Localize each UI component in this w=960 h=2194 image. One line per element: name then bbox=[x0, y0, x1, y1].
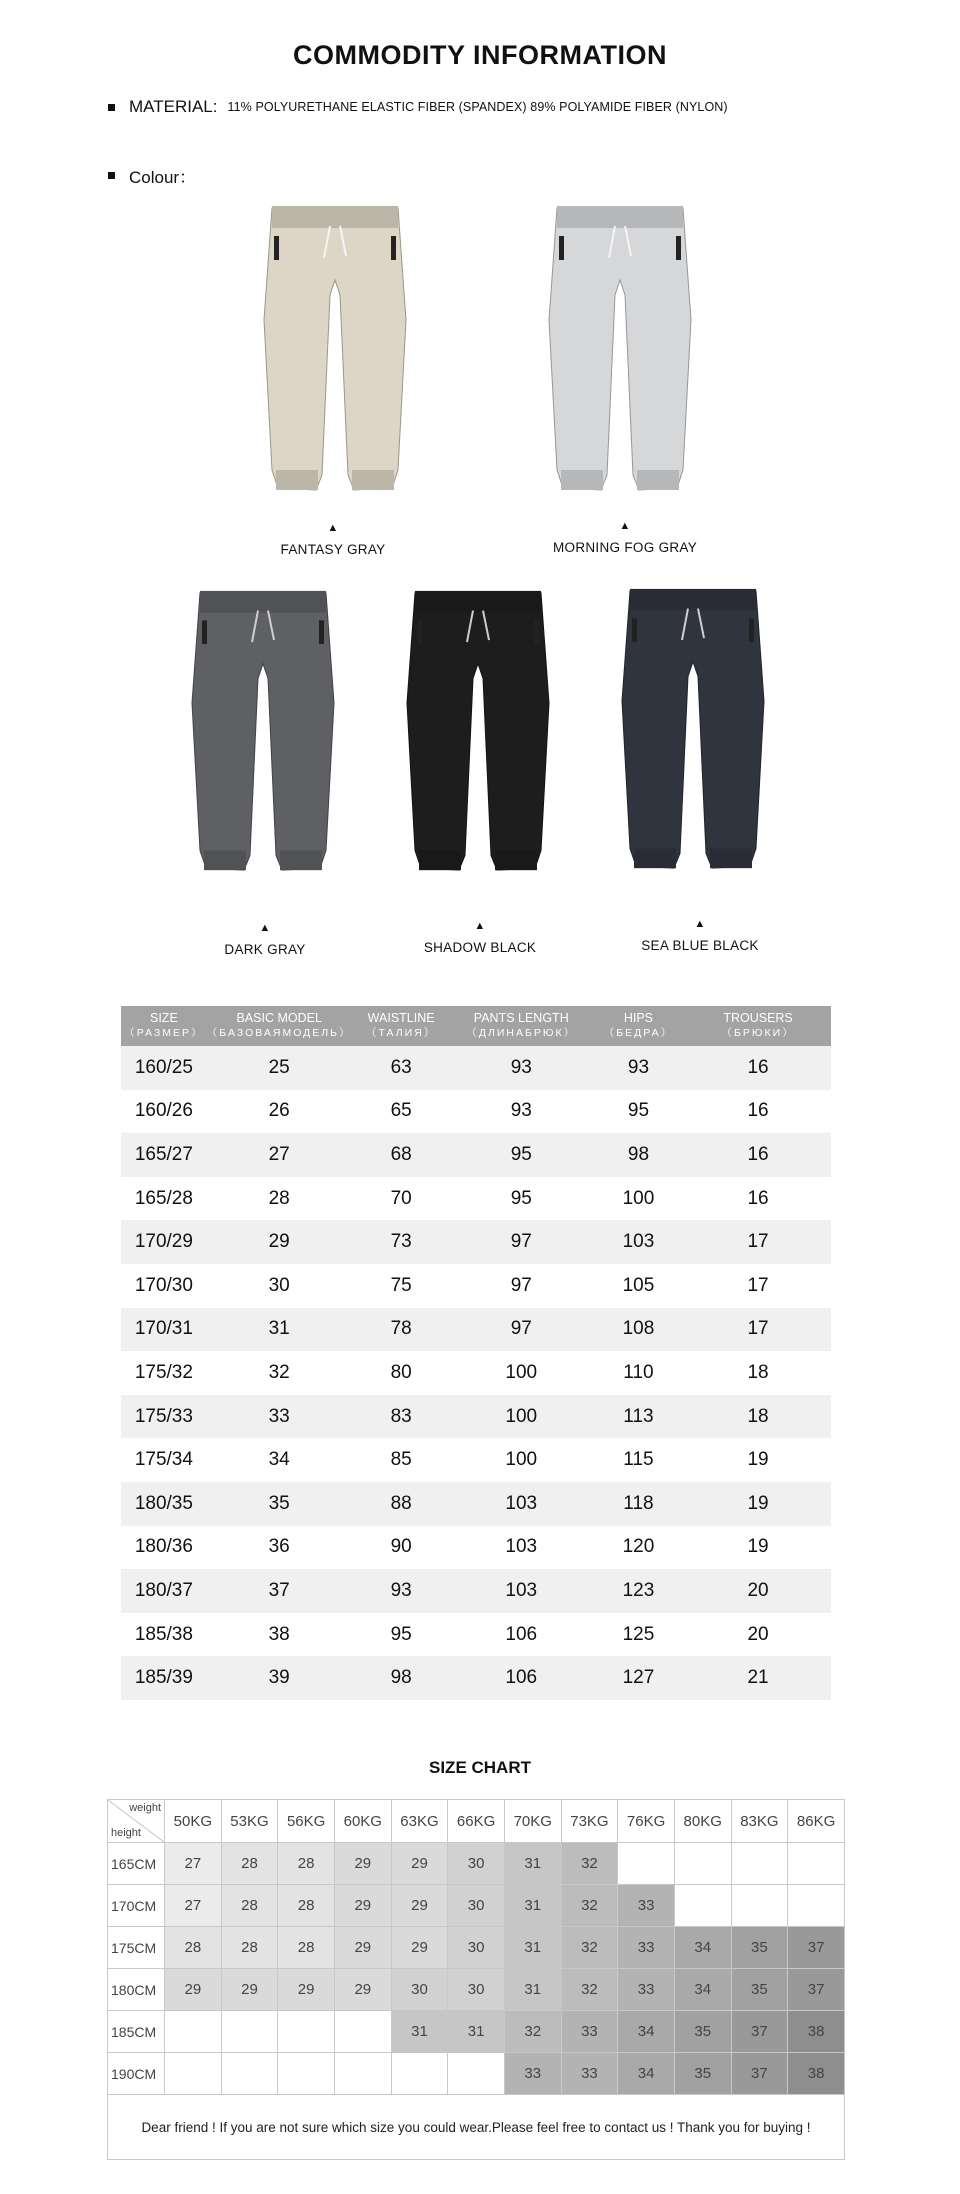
triangle-up-icon: ▲ bbox=[694, 918, 706, 930]
weight-header: 83KG bbox=[731, 1800, 788, 1843]
table-cell: 19 bbox=[685, 1482, 831, 1526]
table-row bbox=[121, 1526, 831, 1570]
table-cell: 185/38 bbox=[121, 1613, 207, 1657]
note-row bbox=[108, 2095, 845, 2160]
table-cell: 127 bbox=[592, 1656, 685, 1700]
triangle-up-icon: ▲ bbox=[474, 920, 486, 932]
table-row bbox=[121, 1395, 831, 1439]
cuff-right bbox=[710, 849, 752, 869]
table-cell: 20 bbox=[685, 1613, 831, 1657]
size-cell bbox=[278, 2053, 335, 2095]
table-cell: 29 bbox=[207, 1220, 352, 1264]
table-cell: 110 bbox=[592, 1351, 685, 1395]
table-cell: 68 bbox=[352, 1133, 451, 1177]
size-cell: 38 bbox=[788, 2011, 845, 2053]
table-cell: 83 bbox=[352, 1395, 451, 1439]
cuff-right bbox=[280, 851, 322, 871]
size-cell bbox=[674, 1885, 731, 1927]
corner-cell bbox=[108, 1800, 165, 1843]
table-cell: 180/35 bbox=[121, 1482, 207, 1526]
table-cell: 103 bbox=[592, 1220, 685, 1264]
table-cell: 113 bbox=[592, 1395, 685, 1439]
height-label: 180CM bbox=[108, 1969, 165, 2011]
table-cell: 36 bbox=[207, 1526, 352, 1570]
size-cell: 31 bbox=[448, 2011, 505, 2053]
table-cell: 97 bbox=[451, 1308, 592, 1352]
table-cell: 100 bbox=[451, 1438, 592, 1482]
size-cell: 34 bbox=[618, 2011, 675, 2053]
material-row bbox=[108, 97, 728, 117]
corner-height-label: height bbox=[111, 1827, 141, 1839]
table-cell: 95 bbox=[451, 1133, 592, 1177]
waistband bbox=[415, 591, 541, 613]
table-row bbox=[121, 1438, 831, 1482]
table-cell: 25 bbox=[207, 1046, 352, 1090]
table-cell: 180/37 bbox=[121, 1569, 207, 1613]
size-cell: 31 bbox=[504, 1927, 561, 1969]
swatch-caption bbox=[185, 923, 345, 957]
table-cell: 63 bbox=[352, 1046, 451, 1090]
table-cell: 35 bbox=[207, 1482, 352, 1526]
size-cell: 27 bbox=[165, 1843, 222, 1885]
size-chart-table bbox=[107, 1799, 845, 2160]
weight-header: 50KG bbox=[165, 1800, 222, 1843]
column-header-sublabel: （РАЗМЕР） bbox=[124, 1027, 204, 1039]
column-header-label: HIPS bbox=[623, 1011, 654, 1025]
table-cell: 28 bbox=[207, 1177, 352, 1221]
size-cell bbox=[165, 2011, 222, 2053]
pants-image bbox=[545, 200, 695, 500]
pocket-zip-left bbox=[559, 236, 564, 260]
table-cell: 21 bbox=[685, 1656, 831, 1700]
size-cell: 29 bbox=[278, 1969, 335, 2011]
table-cell: 37 bbox=[207, 1569, 352, 1613]
pocket-zip-right bbox=[391, 236, 396, 260]
table-cell: 16 bbox=[685, 1133, 831, 1177]
table-cell: 17 bbox=[685, 1220, 831, 1264]
size-cell: 29 bbox=[391, 1885, 448, 1927]
waistband bbox=[200, 591, 326, 613]
pocket-zip-left bbox=[202, 620, 207, 644]
cuff-left bbox=[276, 470, 318, 490]
pants-image bbox=[188, 585, 338, 880]
swatch-caption bbox=[253, 523, 413, 557]
size-cell bbox=[731, 1885, 788, 1927]
column-header-label: TROUSERS bbox=[723, 1011, 793, 1025]
size-cell: 29 bbox=[221, 1969, 278, 2011]
pocket-zip-right bbox=[534, 620, 539, 644]
size-cell: 34 bbox=[674, 1927, 731, 1969]
size-row bbox=[108, 2011, 845, 2053]
table-cell: 93 bbox=[352, 1569, 451, 1613]
table-cell: 100 bbox=[592, 1177, 685, 1221]
weight-header: 66KG bbox=[448, 1800, 505, 1843]
table-row bbox=[121, 1569, 831, 1613]
size-cell: 37 bbox=[788, 1927, 845, 1969]
column-header bbox=[685, 1006, 831, 1046]
cuff-left bbox=[561, 470, 603, 490]
pocket-zip-right bbox=[319, 620, 324, 644]
size-cell bbox=[334, 2053, 391, 2095]
table-row bbox=[121, 1220, 831, 1264]
weight-header: 60KG bbox=[334, 1800, 391, 1843]
table-cell: 19 bbox=[685, 1526, 831, 1570]
swatch-caption bbox=[540, 521, 710, 555]
table-cell: 123 bbox=[592, 1569, 685, 1613]
pocket-zip-left bbox=[632, 618, 637, 642]
table-cell: 93 bbox=[451, 1046, 592, 1090]
size-cell: 35 bbox=[674, 2011, 731, 2053]
table-cell: 170/30 bbox=[121, 1264, 207, 1308]
table-cell: 70 bbox=[352, 1177, 451, 1221]
weight-header: 76KG bbox=[618, 1800, 675, 1843]
swatch-caption bbox=[615, 919, 785, 953]
size-cell: 33 bbox=[561, 2011, 618, 2053]
table-cell: 160/26 bbox=[121, 1090, 207, 1134]
size-cell: 37 bbox=[731, 2011, 788, 2053]
material-label: MATERIAL: bbox=[129, 97, 218, 116]
swatch-name: MORNING FOG GRAY bbox=[552, 540, 698, 555]
size-cell: 28 bbox=[221, 1843, 278, 1885]
size-cell: 34 bbox=[618, 2053, 675, 2095]
table-cell: 180/36 bbox=[121, 1526, 207, 1570]
size-cell: 33 bbox=[618, 1969, 675, 2011]
size-cell: 29 bbox=[391, 1927, 448, 1969]
column-header-sublabel: （ДЛИНАБРЮК） bbox=[466, 1027, 577, 1039]
size-cell bbox=[788, 1885, 845, 1927]
size-row bbox=[108, 1885, 845, 1927]
weight-header: 53KG bbox=[221, 1800, 278, 1843]
size-cell bbox=[731, 1843, 788, 1885]
size-cell: 28 bbox=[221, 1927, 278, 1969]
size-chart-header-row bbox=[108, 1800, 845, 1843]
table-cell: 103 bbox=[451, 1526, 592, 1570]
table-cell: 175/34 bbox=[121, 1438, 207, 1482]
measurement-header-row bbox=[121, 1006, 831, 1046]
corner-weight-label: weight bbox=[129, 1802, 161, 1814]
height-label: 170CM bbox=[108, 1885, 165, 1927]
cuff-left bbox=[419, 851, 461, 871]
colour-label: Colour： bbox=[129, 168, 197, 187]
table-cell: 34 bbox=[207, 1438, 352, 1482]
size-cell: 31 bbox=[504, 1885, 561, 1927]
cuff-left bbox=[204, 851, 246, 871]
pants-body bbox=[549, 208, 691, 490]
swatch-name: FANTASY GRAY bbox=[280, 542, 386, 557]
size-cell: 31 bbox=[391, 2011, 448, 2053]
bullet-icon bbox=[108, 172, 115, 179]
column-header-label: SIZE bbox=[150, 1011, 178, 1025]
size-cell: 33 bbox=[618, 1927, 675, 1969]
size-cell: 33 bbox=[504, 2053, 561, 2095]
table-cell: 27 bbox=[207, 1133, 352, 1177]
size-cell: 30 bbox=[391, 1969, 448, 2011]
weight-header: 86KG bbox=[788, 1800, 845, 1843]
cuff-right bbox=[637, 470, 679, 490]
column-header bbox=[451, 1006, 592, 1046]
size-cell: 32 bbox=[561, 1927, 618, 1969]
table-cell: 65 bbox=[352, 1090, 451, 1134]
swatch-name: SEA BLUE BLACK bbox=[641, 938, 759, 953]
size-cell: 29 bbox=[334, 1843, 391, 1885]
size-cell bbox=[221, 2011, 278, 2053]
pants-body bbox=[192, 593, 334, 870]
size-cell: 28 bbox=[221, 1885, 278, 1927]
table-cell: 75 bbox=[352, 1264, 451, 1308]
size-cell bbox=[674, 1843, 731, 1885]
size-cell: 38 bbox=[788, 2053, 845, 2095]
size-cell bbox=[165, 2053, 222, 2095]
size-row bbox=[108, 1927, 845, 1969]
column-header-sublabel: （БАЗОВАЯМОДЕЛЬ） bbox=[206, 1027, 352, 1039]
size-cell: 28 bbox=[165, 1927, 222, 1969]
table-cell: 16 bbox=[685, 1090, 831, 1134]
column-header-sublabel: （ТАЛИЯ） bbox=[365, 1027, 437, 1039]
table-cell: 32 bbox=[207, 1351, 352, 1395]
table-cell: 118 bbox=[592, 1482, 685, 1526]
height-label: 190CM bbox=[108, 2053, 165, 2095]
size-cell: 29 bbox=[334, 1885, 391, 1927]
size-cell: 28 bbox=[278, 1843, 335, 1885]
size-cell: 30 bbox=[448, 1927, 505, 1969]
table-row bbox=[121, 1177, 831, 1221]
table-row bbox=[121, 1482, 831, 1526]
column-header-label: BASIC MODEL bbox=[236, 1011, 322, 1025]
pants-image bbox=[260, 200, 410, 500]
waistband bbox=[272, 206, 398, 228]
table-cell: 105 bbox=[592, 1264, 685, 1308]
table-cell: 90 bbox=[352, 1526, 451, 1570]
pocket-zip-left bbox=[417, 620, 422, 644]
weight-header: 70KG bbox=[504, 1800, 561, 1843]
pocket-zip-right bbox=[749, 618, 754, 642]
table-cell: 108 bbox=[592, 1308, 685, 1352]
column-header-sublabel: （БРЮКИ） bbox=[721, 1027, 795, 1039]
size-cell: 33 bbox=[561, 2053, 618, 2095]
column-header-label: PANTS LENGTH bbox=[473, 1011, 569, 1025]
size-cell: 29 bbox=[334, 1927, 391, 1969]
size-cell bbox=[334, 2011, 391, 2053]
table-row bbox=[121, 1090, 831, 1134]
table-cell: 185/39 bbox=[121, 1656, 207, 1700]
weight-header: 56KG bbox=[278, 1800, 335, 1843]
table-cell: 39 bbox=[207, 1656, 352, 1700]
table-cell: 16 bbox=[685, 1046, 831, 1090]
table-cell: 93 bbox=[592, 1046, 685, 1090]
size-cell bbox=[278, 2011, 335, 2053]
table-cell: 78 bbox=[352, 1308, 451, 1352]
table-row bbox=[121, 1351, 831, 1395]
size-cell: 30 bbox=[448, 1843, 505, 1885]
table-cell: 165/28 bbox=[121, 1177, 207, 1221]
table-row bbox=[121, 1264, 831, 1308]
table-cell: 95 bbox=[352, 1613, 451, 1657]
table-cell: 106 bbox=[451, 1656, 592, 1700]
waistband bbox=[557, 206, 683, 228]
size-cell: 30 bbox=[448, 1969, 505, 2011]
column-header-sublabel: （БЕДРА） bbox=[603, 1027, 674, 1039]
height-label: 185CM bbox=[108, 2011, 165, 2053]
waistband bbox=[630, 589, 756, 611]
size-chart-title: SIZE CHART bbox=[429, 1758, 531, 1777]
size-cell bbox=[391, 2053, 448, 2095]
table-row bbox=[121, 1133, 831, 1177]
table-cell: 175/33 bbox=[121, 1395, 207, 1439]
pocket-zip-right bbox=[676, 236, 681, 260]
cuff-right bbox=[352, 470, 394, 490]
size-cell: 32 bbox=[561, 1885, 618, 1927]
weight-header: 80KG bbox=[674, 1800, 731, 1843]
table-cell: 125 bbox=[592, 1613, 685, 1657]
table-cell: 18 bbox=[685, 1351, 831, 1395]
page-title: COMMODITY INFORMATION bbox=[293, 40, 667, 70]
table-cell: 100 bbox=[451, 1351, 592, 1395]
size-cell bbox=[221, 2053, 278, 2095]
triangle-up-icon: ▲ bbox=[327, 522, 339, 534]
table-cell: 100 bbox=[451, 1395, 592, 1439]
table-cell: 160/25 bbox=[121, 1046, 207, 1090]
size-row bbox=[108, 2053, 845, 2095]
size-cell: 32 bbox=[561, 1843, 618, 1885]
table-cell: 170/31 bbox=[121, 1308, 207, 1352]
table-cell: 120 bbox=[592, 1526, 685, 1570]
table-cell: 17 bbox=[685, 1264, 831, 1308]
size-cell: 35 bbox=[731, 1927, 788, 1969]
table-cell: 80 bbox=[352, 1351, 451, 1395]
cuff-right bbox=[495, 851, 537, 871]
size-row bbox=[108, 1969, 845, 2011]
table-cell: 175/32 bbox=[121, 1351, 207, 1395]
table-row bbox=[121, 1656, 831, 1700]
table-cell: 106 bbox=[451, 1613, 592, 1657]
table-cell: 98 bbox=[592, 1133, 685, 1177]
table-cell: 17 bbox=[685, 1308, 831, 1352]
size-cell: 35 bbox=[731, 1969, 788, 2011]
size-cell: 28 bbox=[278, 1885, 335, 1927]
table-cell: 98 bbox=[352, 1656, 451, 1700]
table-cell: 33 bbox=[207, 1395, 352, 1439]
weight-header: 63KG bbox=[391, 1800, 448, 1843]
triangle-up-icon: ▲ bbox=[619, 520, 631, 532]
size-cell bbox=[618, 1843, 675, 1885]
size-cell bbox=[448, 2053, 505, 2095]
table-cell: 31 bbox=[207, 1308, 352, 1352]
pocket-zip-left bbox=[274, 236, 279, 260]
size-cell: 27 bbox=[165, 1885, 222, 1927]
table-cell: 73 bbox=[352, 1220, 451, 1264]
table-cell: 93 bbox=[451, 1090, 592, 1134]
weight-header: 73KG bbox=[561, 1800, 618, 1843]
table-cell: 19 bbox=[685, 1438, 831, 1482]
size-cell: 37 bbox=[788, 1969, 845, 2011]
measurement-table bbox=[121, 1006, 831, 1700]
table-cell: 18 bbox=[685, 1395, 831, 1439]
table-cell: 115 bbox=[592, 1438, 685, 1482]
column-header bbox=[592, 1006, 685, 1046]
table-row bbox=[121, 1308, 831, 1352]
size-row bbox=[108, 1843, 845, 1885]
pants-body bbox=[407, 593, 549, 870]
height-label: 175CM bbox=[108, 1927, 165, 1969]
table-cell: 26 bbox=[207, 1090, 352, 1134]
column-header-label: WAISTLINE bbox=[367, 1011, 435, 1025]
table-cell: 97 bbox=[451, 1264, 592, 1308]
size-cell bbox=[788, 1843, 845, 1885]
table-cell: 170/29 bbox=[121, 1220, 207, 1264]
height-label: 165CM bbox=[108, 1843, 165, 1885]
size-cell: 31 bbox=[504, 1843, 561, 1885]
table-cell: 85 bbox=[352, 1438, 451, 1482]
size-cell: 33 bbox=[618, 1885, 675, 1927]
size-cell: 35 bbox=[674, 2053, 731, 2095]
table-cell: 20 bbox=[685, 1569, 831, 1613]
pants-body bbox=[264, 208, 406, 490]
swatch-name: DARK GRAY bbox=[224, 942, 306, 957]
column-header bbox=[121, 1006, 207, 1046]
table-cell: 165/27 bbox=[121, 1133, 207, 1177]
contact-note: Dear friend ! If you are not sure which size you could wear.Please feel free to contact us ! Thank you for buying ! bbox=[108, 2095, 845, 2160]
size-cell: 29 bbox=[165, 1969, 222, 2011]
material-value: 11% POLYURETHANE ELASTIC FIBER (SPANDEX) 89% POLYAMIDE FIBER (NYLON) bbox=[227, 100, 728, 114]
table-cell: 95 bbox=[451, 1177, 592, 1221]
table-cell: 38 bbox=[207, 1613, 352, 1657]
table-cell: 16 bbox=[685, 1177, 831, 1221]
size-cell: 32 bbox=[561, 1969, 618, 2011]
colour-row bbox=[108, 163, 196, 188]
table-cell: 103 bbox=[451, 1482, 592, 1526]
cuff-left bbox=[634, 849, 676, 869]
size-cell: 30 bbox=[448, 1885, 505, 1927]
size-cell: 37 bbox=[731, 2053, 788, 2095]
pants-image bbox=[403, 585, 553, 880]
size-cell: 29 bbox=[334, 1969, 391, 2011]
table-cell: 97 bbox=[451, 1220, 592, 1264]
column-header bbox=[207, 1006, 352, 1046]
size-cell: 34 bbox=[674, 1969, 731, 2011]
size-cell: 28 bbox=[278, 1927, 335, 1969]
pants-image bbox=[618, 583, 768, 878]
swatch-caption bbox=[400, 921, 560, 955]
size-cell: 32 bbox=[504, 2011, 561, 2053]
pants-body bbox=[622, 591, 764, 868]
table-cell: 30 bbox=[207, 1264, 352, 1308]
table-cell: 103 bbox=[451, 1569, 592, 1613]
table-cell: 88 bbox=[352, 1482, 451, 1526]
column-header bbox=[352, 1006, 451, 1046]
swatch-name: SHADOW BLACK bbox=[423, 940, 537, 955]
table-row bbox=[121, 1613, 831, 1657]
triangle-up-icon: ▲ bbox=[259, 922, 271, 934]
table-cell: 95 bbox=[592, 1090, 685, 1134]
bullet-icon bbox=[108, 104, 115, 111]
size-cell: 31 bbox=[504, 1969, 561, 2011]
size-cell: 29 bbox=[391, 1843, 448, 1885]
table-row bbox=[121, 1046, 831, 1090]
